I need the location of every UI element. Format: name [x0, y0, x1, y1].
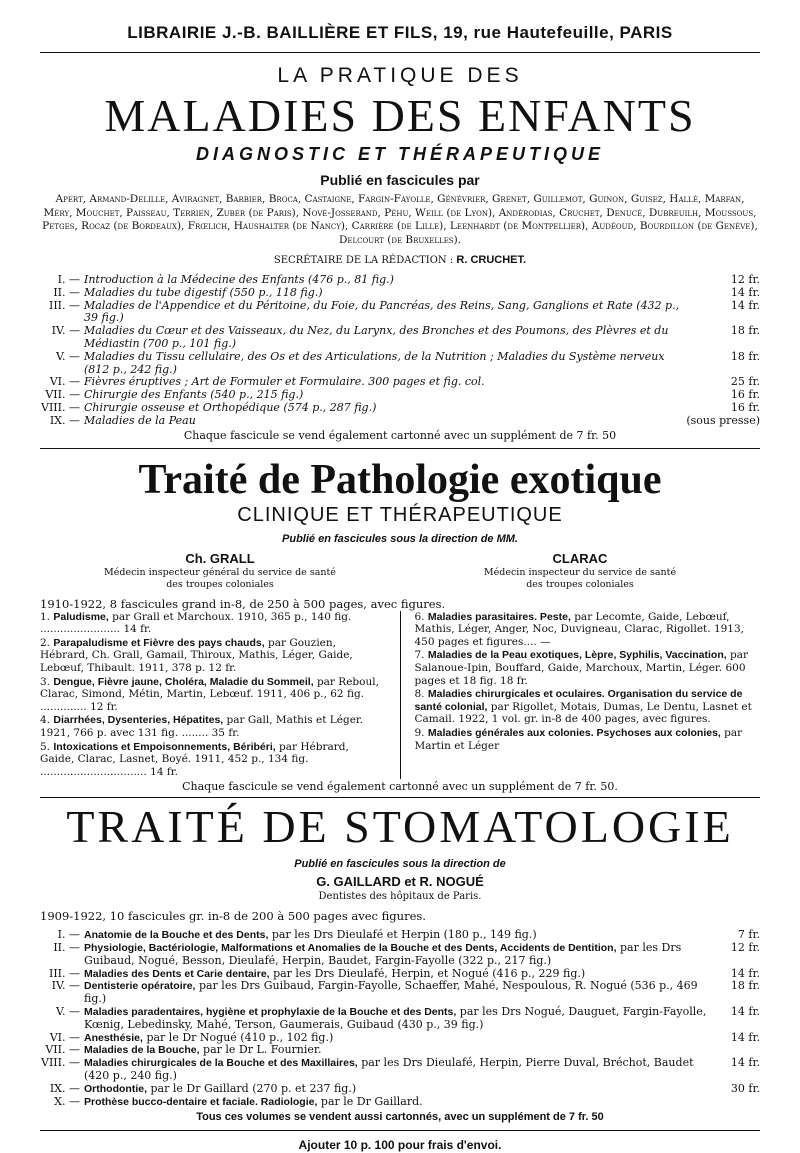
- fascicle-row: [40, 402, 760, 415]
- fascicle-price: 18 fr.: [730, 979, 760, 993]
- fascicle-title: Paludisme,: [53, 610, 109, 623]
- fascicle-details: par Martin et Léger: [414, 726, 743, 752]
- fascicle-price: 16 fr.: [730, 400, 760, 414]
- fascicle-details: par Salanoue-Ipin, Bouffard, Gaide, Marchoux, Martin, Léger. 600 pages et 18 fig. 18 fr.: [414, 649, 748, 687]
- section-subtitle: DIAGNOSTIC ET THÉRAPEUTIQUE: [195, 144, 604, 164]
- fascicle-title: Maladies chirurgicales de la Bouche et des Maxillaires,: [84, 1057, 358, 1070]
- shipping-note: Ajouter 10 p. 100 pour frais d'envoi.: [298, 1138, 502, 1153]
- section-title: Traité de Pathologie exotique: [138, 456, 662, 503]
- fascicle-entry: [415, 611, 761, 649]
- fascicle-row: [40, 1032, 760, 1045]
- fascicle-price: 12 fr.: [730, 273, 760, 286]
- director-title: des troupes coloniales: [166, 578, 274, 590]
- fascicle-details: par les Drs Nogué, Dauguet, Fargin-Fayolle, Kœnig, Lebedinsky, Mahé, Terson, Gaumerais, Guibaud (430 p., 39 fig.): [84, 1005, 707, 1031]
- fascicle-number: 2.: [40, 636, 51, 649]
- fascicle-title: Chirurgie osseuse et Orthopédique (574 p., 287 fig.): [84, 400, 377, 414]
- fascicle-number: 1.: [40, 610, 51, 623]
- fascicle-list: [40, 929, 760, 1108]
- fascicle-number: III. —: [48, 966, 80, 980]
- fascicle-details: par Rigollet, Motais, Dumas, Le Dentu, Lasnet et Camail. 1922, 1 vol. gr. in-8 de 400 pages, avec figures.: [414, 700, 752, 726]
- fascicle-price: 7 fr.: [737, 928, 760, 942]
- fascicle-details: par Grall et Marchoux. 1910, 365 p., 140 fig. ........................ 14 fr.: [40, 610, 352, 636]
- fascicle-number: VII. —: [45, 1043, 80, 1057]
- fascicle-title: Dengue, Fièvre jaune, Choléra, Maladie du Sommeil,: [53, 675, 314, 688]
- right-column: [415, 611, 761, 780]
- fascicle-number: VI. —: [49, 1030, 80, 1044]
- fascicle-entry: [84, 942, 710, 968]
- fascicle-title: Orthodontie,: [84, 1082, 147, 1095]
- fascicle-number: II. —: [53, 285, 80, 299]
- fascicle-number: I. —: [57, 273, 80, 286]
- left-column: [40, 611, 386, 780]
- fascicle-title: Maladies générales aux colonies. Psychoses aux colonies,: [427, 726, 721, 739]
- fascicle-price: 14 fr.: [730, 1030, 760, 1044]
- fascicle-title: Maladies de la Peau: [84, 413, 196, 427]
- fascicle-title: Maladies de la Peau exotiques, Lèpre, Syphilis, Vaccination,: [427, 649, 727, 662]
- fascicle-title: Anatomie de la Bouche et des Dents,: [84, 929, 269, 942]
- fascicle-number: III. —: [48, 298, 80, 312]
- fascicle-row: [40, 1096, 760, 1109]
- fascicle-price: 18 fr.: [730, 324, 760, 338]
- fascicle-number: IV. —: [51, 979, 80, 993]
- fascicle-title: Prothèse bucco-dentaire et faciale. Radiologie,: [84, 1095, 318, 1108]
- fascicle-title: Maladies de la Bouche,: [84, 1044, 200, 1057]
- fascicle-number: VIII. —: [41, 1056, 80, 1070]
- fascicle-price: 18 fr.: [730, 349, 760, 363]
- fascicle-title: Physiologie, Bactériologie, Malformations et Anomalies de la Bouche et des Dents, Accidents de Dentition,: [84, 942, 617, 955]
- published-by: Publié en fascicules sous la direction de: [294, 858, 506, 871]
- fascicle-number: VI. —: [49, 375, 80, 389]
- fascicle-number: 7.: [414, 649, 425, 662]
- divider: [40, 1130, 760, 1131]
- fascicle-entry: [40, 741, 386, 779]
- fascicle-details: par le Dr Gaillard (270 p. et 237 fig.): [147, 1081, 357, 1095]
- fascicle-title: Diarrhées, Dysenteries, Hépatites,: [53, 714, 224, 727]
- fascicle-row: [40, 415, 760, 428]
- fascicle-title: Maladies paradentaires, hygiène et prophylaxie de la Bouche et des Dents,: [84, 1006, 457, 1019]
- fascicle-list: [40, 274, 760, 428]
- fascicle-number: I. —: [57, 928, 80, 942]
- secretary-line: [40, 253, 760, 268]
- fascicle-entry: [40, 611, 386, 636]
- fascicle-row: [40, 351, 760, 377]
- directors-names: G. GAILLARD et R. NOGUÉ: [316, 874, 484, 890]
- fascicle-price: 14 fr.: [730, 1056, 760, 1070]
- director-title: Médecin inspecteur du service de santé: [483, 566, 677, 578]
- section-title: TRAITÉ DE STOMATOLOGIE: [66, 801, 734, 853]
- fascicle-number: 4.: [40, 714, 51, 727]
- catalog-page: [40, 0, 760, 1153]
- fascicle-number: 9.: [414, 726, 425, 739]
- fascicle-price: (sous presse): [686, 413, 760, 427]
- fascicle-entry: [84, 1096, 710, 1109]
- fascicle-details: par les Drs Guibaud, Nogué, Besson, Dieulafé, Herpin, Baudet, Fargin-Fayolle (322 p., 217 fig.): [84, 941, 682, 967]
- fascicle-price: [710, 1096, 760, 1109]
- fascicle-price: 16 fr.: [730, 388, 760, 402]
- fascicle-row: [40, 980, 760, 1006]
- section-subtitle: CLINIQUE ET THÉRAPEUTIQUE: [237, 503, 563, 526]
- section-pathologie-exotique: [40, 457, 760, 794]
- column-divider: [400, 611, 401, 780]
- fascicle-details: par Gall, Mathis et Léger. 1921, 766 p. avec 131 fig. ........ 35 fr.: [40, 714, 364, 739]
- secretary-name: R. CRUCHET.: [456, 254, 527, 266]
- fascicle-details: par les Drs Dieulafé et Herpin (180 p., 149 fig.): [268, 928, 537, 942]
- fascicle-title: Parapaludisme et Fièvre des pays chauds,: [53, 636, 265, 649]
- fascicle-entry: [415, 727, 761, 752]
- directors-desc: Dentistes des hôpitaux de Paris.: [318, 891, 482, 903]
- fascicle-entry: [40, 637, 386, 675]
- section-stomatologie: [40, 802, 760, 1124]
- fascicle-details: par Gouzien, Hébrard, Ch. Grall, Gamail, Thiroux, Mathis, Léger, Gaide, Lebœuf, Thibault. 1911, 378 p. 12 fr.: [40, 636, 353, 674]
- binding-note: Chaque fascicule se vend également cartonné avec un supplément de 7 fr. 50.: [182, 780, 618, 794]
- director-name: Ch. GRALL: [185, 550, 255, 566]
- fascicle-row: [40, 274, 760, 287]
- director-2: [430, 551, 730, 591]
- fascicle-price: 25 fr.: [730, 375, 760, 389]
- fascicle-title: Maladies des Dents et Carie dentaire,: [84, 967, 270, 980]
- fascicle-number: V. —: [55, 1005, 80, 1019]
- section-maladies-enfants: [40, 63, 760, 442]
- fascicle-number: VII. —: [45, 388, 80, 402]
- fascicle-row: [40, 325, 760, 351]
- fascicle-title: Maladies de l'Appendice et du Péritoine, du Foie, du Pancréas, des Reins, Sang, Ganglions et Rate (432 p., 39 fig.): [84, 298, 680, 325]
- fascicle-details: par Hébrard, Gaide, Clarac, Lasnet, Boyé. 1911, 452 p., 134 fig. ................................ 14 fr.: [40, 740, 349, 778]
- authors-list: Apert, Armand-Delille, Aviragnet, Barbier, Broca, Castaigne, Fargin-Fayolle, Génévrier, Grenet, Guillemot, Guinon, Guisez, Hallé, Marfan, Méry, Mouchet, Paisseau, Terrien, Zuber (de Paris), Nové-Josserand, Péhu, Weill (de Lyon), Andérodias, Cruchet, Denucé, Dubreuilh, Moussous, Petges, Rocaz (de Bordeaux), Frœlich, Haushalter (de Nancy), Carrière (de Lille), Leenhardt (de Montpellier), Audéoud, Bourdillon (de Genève), Delcourt (de Bruxelles).: [42, 193, 758, 246]
- binding-note: Chaque fascicule se vend également cartonné avec un supplément de 7 fr. 50: [183, 428, 617, 442]
- pretitle: LA PRATIQUE DES: [277, 64, 523, 87]
- fascicle-title: Maladies chirurgicales et oculaires. Organisation du service de santé colonial,: [414, 688, 743, 713]
- fascicle-price: 14 fr.: [730, 298, 760, 312]
- fascicle-title: Chirurgie des Enfants (540 p., 215 fig.): [84, 388, 304, 402]
- fascicle-row: [40, 287, 760, 300]
- director-title: des troupes coloniales: [526, 578, 634, 590]
- fascicle-title: Maladies du Tissu cellulaire, des Os et des Articulations, de la Nutrition ; Maladies du Système nerveux (812 p., 242 fig.): [84, 349, 665, 376]
- fascicle-number: IV. —: [51, 324, 80, 338]
- fascicle-details: par Lecomte, Gaide, Lebœuf, Mathis, Léger, Anger, Noc, Duvigneau, Clarac, Rigollet. 1913, 450 pages et figures.... —: [414, 610, 745, 648]
- fascicle-title: Introduction à la Médecine des Enfants (476 p., 81 fig.): [84, 273, 394, 286]
- fascicle-details: par les Drs Dieulafé, Herpin, et Nogué (416 p., 229 fig.): [269, 966, 586, 980]
- fascicle-row: [40, 1057, 760, 1083]
- director-title: Médecin inspecteur général du service de santé: [104, 566, 336, 578]
- fascicle-entry: [84, 980, 710, 1006]
- fascicle-entry: [40, 714, 386, 739]
- fascicle-details: par les Drs Guibaud, Fargin-Fayolle, Schaeffer, Mahé, Nespoulous, R. Nogué (536 p., 469 fig.): [84, 979, 698, 1006]
- publisher-header: LIBRAIRIE J.-B. BAILLIÈRE ET FILS, 19, rue Hautefeuille, PARIS: [127, 23, 673, 42]
- fascicle-details: par les Drs Dieulafé, Herpin, Pierre Duval, Bréchot, Baudet (420 p., 240 fig.): [84, 1056, 694, 1083]
- fascicle-details: par le Dr L. Fournier.: [199, 1043, 322, 1057]
- fascicle-entry: [84, 1006, 710, 1032]
- fascicle-row: [40, 1006, 760, 1032]
- fascicle-entry: [40, 676, 386, 714]
- fascicle-title: Maladies parasitaires. Peste,: [427, 610, 571, 623]
- fascicle-entry: [415, 649, 761, 687]
- fascicle-details: par le Dr Gaillard.: [317, 1094, 423, 1108]
- divider: [40, 52, 760, 53]
- director-name: CLARAC: [552, 550, 608, 566]
- fascicle-number: IX. —: [49, 413, 80, 427]
- fascicle-details: par le Dr Nogué (410 p., 102 fig.): [142, 1030, 334, 1044]
- fascicle-entry: [84, 1032, 710, 1045]
- divider: [40, 448, 760, 449]
- fascicle-title: Dentisterie opératoire,: [84, 980, 196, 993]
- fascicle-number: VIII. —: [41, 400, 80, 414]
- fascicle-number: X. —: [54, 1094, 80, 1108]
- fascicle-entry: [84, 1057, 710, 1083]
- fascicle-columns: [40, 611, 760, 780]
- fascicle-details: par Reboul, Clarac, Simond, Métin, Martin, Lebœuf. 1911, 406 p., 62 fig. .............. 12 fr.: [40, 675, 379, 713]
- section-title: MALADIES DES ENFANTS: [104, 90, 696, 141]
- divider: [40, 797, 760, 798]
- binding-note: Tous ces volumes se vendent aussi cartonnés, avec un supplément de 7 fr. 50: [196, 1111, 604, 1124]
- fascicle-title: Anesthésie,: [84, 1031, 143, 1044]
- fascicle-title: Maladies du Cœur et des Vaisseaux, du Nez, du Larynx, des Bronches et des Poumons, des Plèvres et du Médiastin (700 p., 101 fig.): [84, 324, 669, 350]
- fascicle-title: Intoxications et Empoisonnements, Béribéri,: [53, 740, 276, 753]
- fascicle-number: 8.: [414, 688, 425, 701]
- fascicle-entry: [415, 688, 761, 726]
- fascicle-number: 6.: [414, 610, 425, 623]
- fascicle-price: 30 fr.: [730, 1081, 760, 1095]
- fascicle-title: Fièvres éruptives ; Art de Formuler et Formulaire. 300 pages et fig. col.: [84, 375, 485, 389]
- fascicle-number: IX. —: [49, 1081, 80, 1095]
- series-intro: 1909-1922, 10 fascicules gr. in-8 de 200 à 500 pages avec figures.: [40, 909, 426, 924]
- directors: [40, 551, 760, 591]
- fascicle-row: [40, 300, 760, 326]
- fascicle-row: [40, 942, 760, 968]
- fascicle-price: 14 fr.: [730, 966, 760, 980]
- fascicle-price: 14 fr.: [730, 1005, 760, 1019]
- director-1: [70, 551, 370, 591]
- published-by: Publié en fascicules sous la direction de MM.: [282, 532, 518, 545]
- fascicle-number: 3.: [40, 675, 51, 688]
- fascicle-number: 5.: [40, 740, 51, 753]
- fascicle-price: 12 fr.: [730, 941, 760, 955]
- fascicle-price: 14 fr.: [730, 285, 760, 299]
- published-by: Publié en fascicules par: [320, 172, 480, 188]
- fascicle-title: Maladies du tube digestif (550 p., 118 fig.): [84, 285, 323, 299]
- secretary-label: SECRÉTAIRE DE LA RÉDACTION :: [273, 255, 454, 266]
- fascicle-number: II. —: [53, 941, 80, 955]
- series-intro: 1910-1922, 8 fascicules grand in-8, de 250 à 500 pages, avec figures.: [40, 596, 446, 611]
- fascicle-number: V. —: [55, 349, 80, 363]
